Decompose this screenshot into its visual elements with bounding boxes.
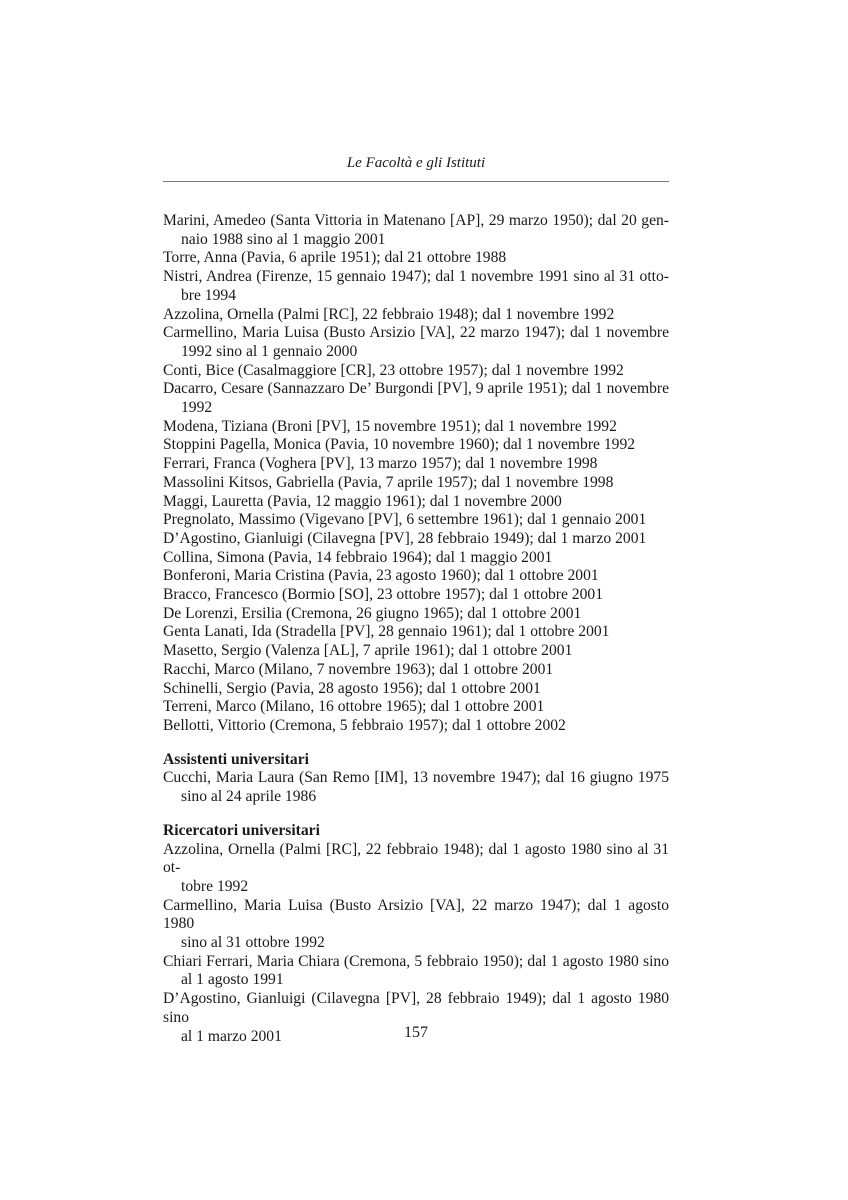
entry-line: Stoppini Pagella, Monica (Pavia, 10 novembre 1960); dal 1 novembre 1992 [163, 436, 636, 454]
entry-line: Azzolina, Ornella (Palmi [RC], 22 febbraio 1948); dal 1 novembre 1992 [163, 305, 615, 323]
list-item [163, 530, 669, 549]
entry-line: Bracco, Francesco (Bormio [SO], 23 ottobre 1957); dal 1 ottobre 2001 [163, 586, 603, 604]
list-item [163, 418, 669, 437]
entry-line: al 1 marzo 2001 [181, 1027, 282, 1045]
list-item [163, 474, 669, 493]
list-item [163, 642, 669, 661]
list-item [163, 717, 669, 736]
list-item [163, 623, 669, 642]
list-item [163, 362, 669, 381]
list-item [163, 567, 669, 586]
entry-line: bre 1994 [181, 286, 236, 304]
running-header: Le Facoltà e gli Istituti [346, 155, 486, 171]
entry-line: naio 1988 sino al 1 maggio 2001 [181, 230, 386, 248]
entry-line: Masetto, Sergio (Valenza [AL], 7 aprile 1961); dal 1 ottobre 2001 [163, 642, 573, 660]
entry-line: 1992 sino al 1 gennaio 2000 [181, 342, 358, 360]
list-item [163, 455, 669, 474]
section [163, 822, 669, 1046]
entry-line: Collina, Simona (Pavia, 14 febbraio 1964); dal 1 maggio 2001 [163, 548, 553, 566]
entry-line: sino al 24 aprile 1986 [181, 788, 317, 806]
entry-line: 1992 [181, 399, 213, 417]
entry-line: Cucchi, Maria Laura (San Remo [IM], 13 novembre 1947); dal 16 giugno 1975 [163, 769, 669, 787]
entry-line: D’Agostino, Gianluigi (Cilavegna [PV], 28 febbraio 1949); dal 1 marzo 2001 [163, 529, 647, 547]
entry-line: Modena, Tiziana (Broni [PV], 15 novembre 1951); dal 1 novembre 1992 [163, 417, 617, 435]
entry-line: Racchi, Marco (Milano, 7 novembre 1963); dal 1 ottobre 2001 [163, 660, 554, 678]
list-item [163, 605, 669, 624]
list-item [163, 324, 669, 361]
entry-line: Carmellino, Maria Luisa (Busto Arsizio [VA], 22 marzo 1947); dal 1 agosto 1980 [163, 896, 669, 933]
list-item [163, 493, 669, 512]
list-item [163, 586, 669, 605]
section-heading: Ricercatori universitari [163, 821, 320, 839]
list-item [163, 380, 669, 417]
entry-line: Pregnolato, Massimo (Vigevano [PV], 6 settembre 1961); dal 1 gennaio 2001 [163, 511, 647, 529]
entry-line: Dacarro, Cesare (Sannazzaro De’ Burgondi [PV], 9 aprile 1951); dal 1 novembre [163, 380, 669, 398]
list-item [163, 680, 669, 699]
entry-line: Nistri, Andrea (Firenze, 15 gennaio 1947); dal 1 novembre 1991 sino al 31 otto- [163, 268, 669, 286]
list-item [163, 549, 669, 568]
entry-line: tobre 1992 [181, 877, 249, 895]
entry-line: Massolini Kitsos, Gabriella (Pavia, 7 aprile 1957); dal 1 novembre 1998 [163, 473, 614, 491]
list-item [163, 953, 669, 990]
header-rule [163, 181, 669, 182]
entry-line: Ferrari, Franca (Voghera [PV], 13 marzo 1957); dal 1 novembre 1998 [163, 455, 598, 473]
list-item [163, 268, 669, 305]
entry-line: Azzolina, Ornella (Palmi [RC], 22 febbraio 1948); dal 1 agosto 1980 sino al 31 ot- [163, 840, 669, 877]
page-number: 157 [404, 1024, 428, 1041]
list-item [163, 897, 669, 953]
list-item [163, 661, 669, 680]
list-item [163, 212, 669, 249]
list-item [163, 249, 669, 268]
entry-line: D’Agostino, Gianluigi (Cilavegna [PV], 28 febbraio 1949); dal 1 agosto 1980 sino [163, 990, 669, 1026]
entry-line: Torre, Anna (Pavia, 6 aprile 1951); dal 21 ottobre 1988 [163, 249, 507, 267]
entry-line: Conti, Bice (Casalmaggiore [CR], 23 ottobre 1957); dal 1 novembre 1992 [163, 361, 624, 379]
entry-line: Bellotti, Vittorio (Cremona, 5 febbraio 1957); dal 1 ottobre 2002 [163, 716, 566, 734]
entry-line: Chiari Ferrari, Maria Chiara (Cremona, 5 febbraio 1950); dal 1 agosto 1980 sino [163, 952, 669, 970]
entry-line: al 1 agosto 1991 [181, 971, 284, 989]
section-heading: Assistenti universitari [163, 750, 309, 768]
entry-line: Schinelli, Sergio (Pavia, 28 agosto 1956); dal 1 ottobre 2001 [163, 679, 541, 697]
section [163, 751, 669, 807]
entry-line: Genta Lanati, Ida (Stradella [PV], 28 gennaio 1961); dal 1 ottobre 2001 [163, 623, 610, 641]
entry-line: Carmellino, Maria Luisa (Busto Arsizio [VA], 22 marzo 1947); dal 1 novembre [163, 324, 669, 342]
list-item [163, 769, 669, 806]
entry-line: Maggi, Lauretta (Pavia, 12 maggio 1961); dal 1 novembre 2000 [163, 492, 562, 510]
entry-line: Terreni, Marco (Milano, 16 ottobre 1965); dal 1 ottobre 2001 [163, 698, 545, 716]
entry-line: Marini, Amedeo (Santa Vittoria in Matenano [AP], 29 marzo 1950); dal 20 gen- [163, 212, 669, 229]
page-body [163, 212, 669, 1046]
list-item [163, 841, 669, 897]
entry-line: De Lorenzi, Ersilia (Cremona, 26 giugno 1965); dal 1 ottobre 2001 [163, 604, 582, 622]
section [163, 212, 669, 736]
list-item [163, 698, 669, 717]
entry-line: sino al 31 ottobre 1992 [181, 934, 325, 952]
list-item [163, 436, 669, 455]
list-item [163, 511, 669, 530]
list-item [163, 306, 669, 325]
entry-line: Bonferoni, Maria Cristina (Pavia, 23 agosto 1960); dal 1 ottobre 2001 [163, 567, 599, 585]
